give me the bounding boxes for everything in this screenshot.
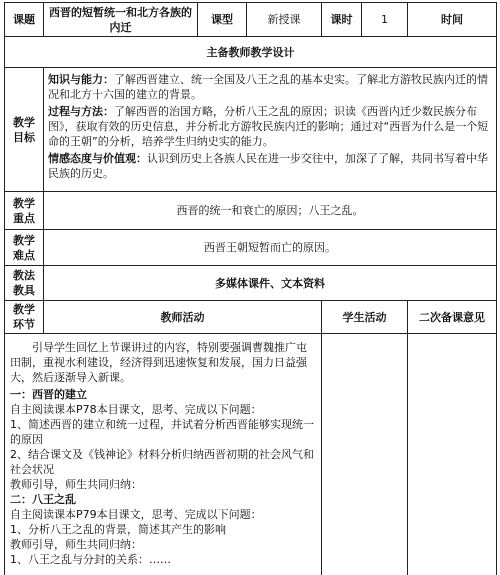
attitude-label: 情感态度与价值观： [48,152,147,165]
type-label: 课型 [198,3,247,37]
difficulties-label: 教学难点 [5,230,44,266]
goals-row [5,68,497,192]
tools-value: 多媒体课件、文本资料 [44,266,497,301]
intro-paragraph: 引导学生回忆上节课讲过的内容，特别要强调曹魏推广屯田制，重视水利建设，经济得到迅速恢复和发展，国力日益强大，然后逐渐导入新课。 [10,341,307,384]
process-label: 过程与方法： [48,105,114,118]
knowledge-text: 了解西晋建立、统一全国及八王之乱的基本史实。了解北方游牧民族内迁的情况和北方十六国的建立的背景。 [48,73,488,101]
tools-label: 教法教具 [5,266,44,301]
guide-2: 教师引导，师生共同归纳： [10,538,142,551]
process-goal [48,104,492,149]
sections-label: 教学环节 [5,301,44,334]
section-heading-eight-princes: 二：八王之乱 [10,493,76,506]
process-text: 了解西晋的治国方略，分析八王之乱的原因；识读《西晋内迁少数民族分布图》，获取有效的历史信息，并分析北方游牧民族内迁的影响；通过对“西晋为什么是一个短命的王朝”的分析，培养学生归纳史实的能力。 [48,105,489,148]
header-row [5,3,497,37]
section-heading-jin-founding: 一：西晋的建立 [10,388,87,401]
hours-value: 1 [362,3,408,37]
difficulties-row [5,230,497,266]
key-points-label: 教学重点 [5,192,44,230]
second-prep-content [408,334,497,575]
design-title: 主备教师教学设计 [5,37,497,68]
second-prep-header: 二次备课意见 [408,301,497,334]
key-points-row [5,192,497,230]
task-1: 自主阅读课本P78本目课文，思考、完成以下问题： [10,403,262,416]
question-3: 1、分析八王之乱的背景，简述其产生的影响 [10,523,226,536]
teacher-activity-content [5,334,322,575]
question-4: 1、八王之乱与分封的关系：…… [10,553,171,566]
teacher-activity-header: 教师活动 [44,301,322,334]
goals-label: 教学目标 [5,68,44,192]
hours-label: 课时 [322,3,362,37]
goals-content [44,68,497,192]
guide-1: 教师引导，师生共同归纳： [10,478,142,491]
task-2: 自主阅读课本P79本目课文，思考、完成以下问题： [10,508,262,521]
knowledge-label: 知识与能力： [48,73,114,86]
student-activity-header: 学生活动 [322,301,408,334]
lesson-plan-table [4,2,497,575]
type-value: 新授课 [247,3,322,37]
time-label: 时间 [408,3,497,37]
topic-label: 课题 [5,3,44,37]
question-1: 1、简述西晋的建立和统一过程，并试着分析西晋能够实现统一的原因 [10,418,314,446]
sections-header-row [5,301,497,334]
design-title-row [5,37,497,68]
topic-value: 西晋的短暂统一和北方各族的内迁 [44,3,198,37]
student-activity-content [322,334,408,575]
attitude-text: 认识到历史上各族人民在进一步交往中，加深了了解，共同书写着中华民族的历史。 [48,152,488,180]
attitude-goal [48,151,492,181]
activities-row [5,334,497,575]
key-points-value: 西晋的统一和衰亡的原因；八王之乱。 [44,192,497,230]
tools-row [5,266,497,301]
difficulties-value: 西晋王朝短暂而亡的原因。 [44,230,497,266]
knowledge-goal [48,72,492,102]
question-2: 2、结合课文及《钱神论》材料分析归纳西晋初期的社会风气和社会状况 [10,448,314,476]
